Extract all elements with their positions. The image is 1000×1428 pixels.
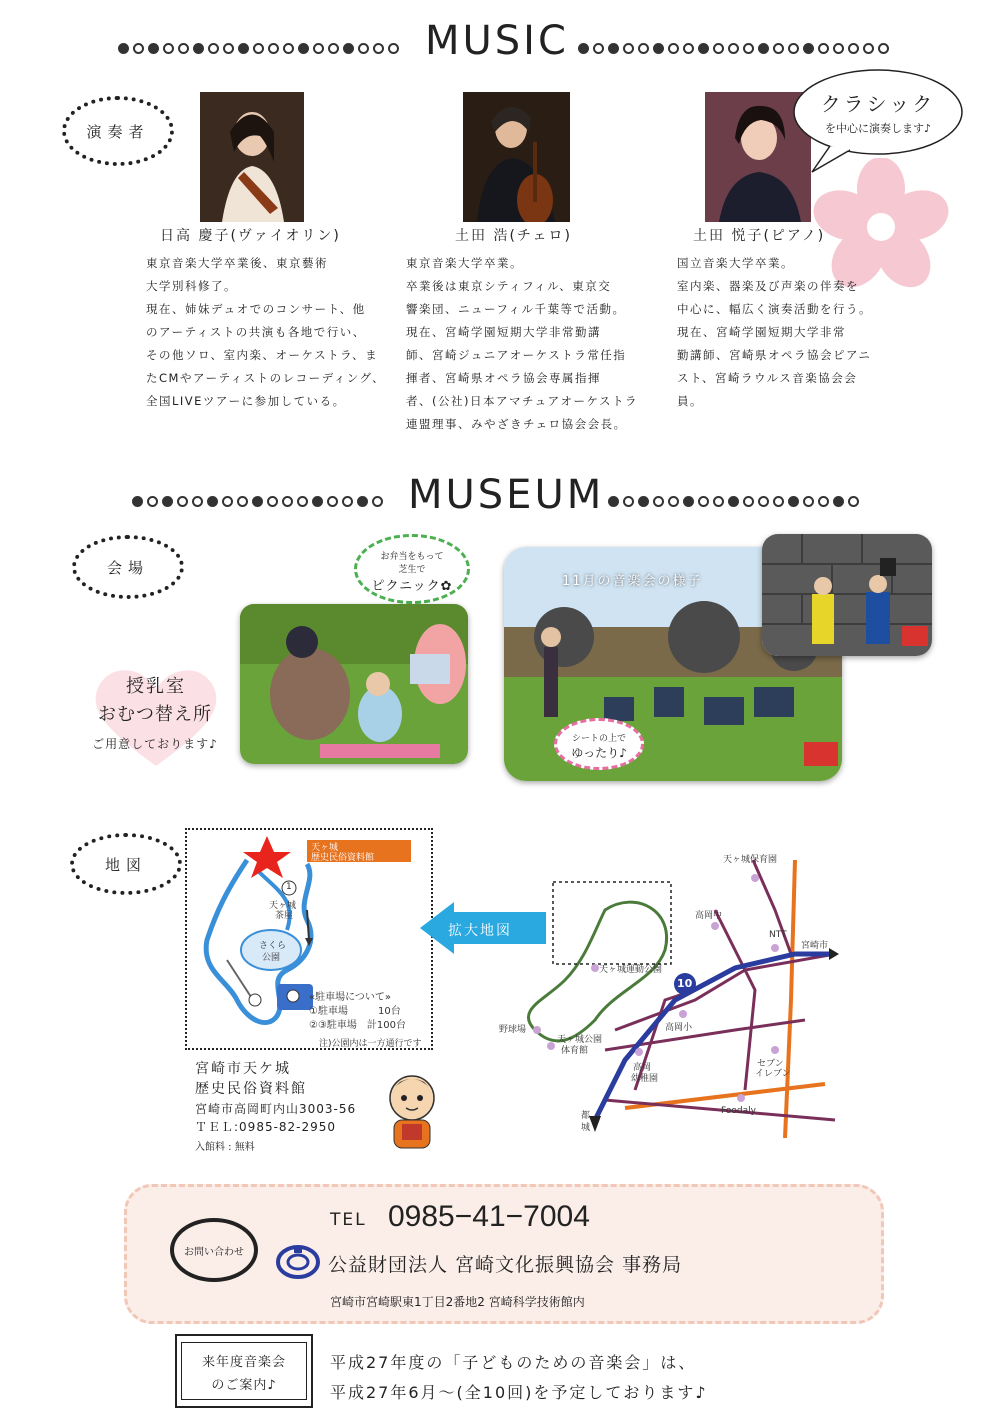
map-label: 地図 bbox=[70, 833, 182, 895]
place-miyakonojo-line-1: 都 bbox=[581, 1111, 591, 1121]
seven-eleven-marker bbox=[771, 1046, 779, 1054]
performer-name-2: 土田 浩(チェロ) bbox=[455, 228, 572, 244]
classic-speech-bubble bbox=[790, 66, 966, 158]
place-ntt: NTT bbox=[769, 930, 787, 940]
parking-info-2: ②③駐車場 計100台 bbox=[309, 1020, 407, 1031]
cellist-photo bbox=[463, 92, 570, 222]
concert-caption: 11月の音楽会の様子 bbox=[562, 574, 703, 589]
museum-tag-line-2: 歴史民俗資料館 bbox=[311, 853, 375, 863]
teahouse-line-1: 天ヶ城 bbox=[269, 901, 297, 911]
parking-1-marker: 1 bbox=[286, 882, 292, 892]
enlarge-map-label[interactable]: 拡大地図 bbox=[448, 923, 512, 939]
tel-label: TEL bbox=[330, 1210, 367, 1230]
org-name: 公益財団法人 宮崎文化振興協会 事務局 bbox=[328, 1254, 683, 1276]
sheet-badge bbox=[554, 718, 644, 770]
sakura-park-line-2: 公園 bbox=[262, 953, 281, 963]
org-address: 宮崎市宮崎駅東1丁目2番地2 宮崎科学技術館内 bbox=[330, 1295, 585, 1309]
decor-dots-right-2 bbox=[608, 493, 859, 509]
ntt-marker bbox=[771, 944, 779, 952]
decor-dots-left bbox=[118, 40, 399, 56]
nursing-line-1: 授乳室 bbox=[126, 676, 186, 697]
area-map bbox=[495, 850, 840, 1138]
performer-bio-1: 東京音楽大学卒業後、東京藝術 大学別科修了。 現在、姉妹デュオでのコンサート、他 のアーティストの共演も各地で行い、 その他ソロ、室内楽、オーケストラ、ま たCMやアーティストのレコーディング、 全国LIVEツアーに参加している。 bbox=[146, 256, 386, 408]
place-takaoka-jh: 高岡中 bbox=[695, 911, 723, 921]
nursing-line-3: ご用意しております♪ bbox=[92, 737, 218, 751]
route-number: 10 bbox=[677, 977, 693, 990]
music-title: MUSIC bbox=[425, 18, 569, 64]
performer-bio-2: 東京音楽大学卒業。 卒業後は東京シティフィル、東京交 響楽団、ニューフィル千葉等で活動。 現在、宮崎学園短期大学非常勤講 師、宮崎ジュニアオーケストラ常任指 揮者、宮崎県オペラ協会専属指揮 者、(公社)日本アマチュアオーケストラ 連盟理事、みやざきチェロ協会会長。 bbox=[406, 256, 639, 431]
gym-marker bbox=[547, 1042, 555, 1050]
performer-name-3: 土田 悦子(ピアノ) bbox=[693, 228, 826, 244]
decor-dots-right bbox=[578, 40, 889, 56]
one-way-note: 注)公園内は一方通行です bbox=[319, 1039, 422, 1049]
place-kindergarten-line-2: 幼稚園 bbox=[631, 1074, 659, 1084]
place-nursery: 天ヶ城保育園 bbox=[723, 855, 778, 865]
takaoka-jh-marker bbox=[711, 922, 719, 930]
picnic-badge bbox=[354, 534, 470, 604]
place-miyakonojo-line-2: 城 bbox=[581, 1123, 591, 1133]
nursery-marker bbox=[751, 874, 759, 882]
museum-name-line-2: 歴史民俗資料館 bbox=[195, 1081, 307, 1097]
teahouse-line-2: 茶屋 bbox=[275, 911, 294, 921]
next-year-box-line-1: 来年度音楽会 bbox=[201, 1355, 286, 1370]
sakura-park-line-1: さくら bbox=[259, 941, 287, 951]
picnic-line-2: 芝生で bbox=[398, 565, 426, 575]
place-seven-line-1: セブン bbox=[757, 1059, 784, 1069]
org-logo-icon bbox=[276, 1245, 320, 1279]
place-gym-line-1: 天ヶ城公園 bbox=[557, 1035, 603, 1045]
place-seven-line-2: イレブン bbox=[755, 1069, 791, 1079]
museum-name-line-1: 宮崎市天ケ城 bbox=[195, 1061, 291, 1077]
enlarged-map bbox=[185, 828, 433, 1050]
museum-tel: ＴＥＬ:0985-82-2950 bbox=[195, 1120, 337, 1134]
picnic-photo bbox=[240, 604, 468, 764]
decor-dots-left-2 bbox=[132, 493, 383, 509]
place-gym-line-2: 体育館 bbox=[561, 1046, 589, 1056]
next-year-box-line-2: のご案内♪ bbox=[211, 1378, 277, 1393]
picnic-line-3: ピクニック✿ bbox=[371, 579, 453, 594]
next-year-text-1: 平成27年度の「子どものための音楽会」は、 bbox=[330, 1353, 697, 1372]
place-sports-park: 天ヶ城運動公園 bbox=[599, 965, 663, 975]
nursing-line-2: おむつ替え所 bbox=[98, 704, 212, 725]
baseball-marker bbox=[533, 1026, 541, 1034]
violinist-photo bbox=[200, 92, 304, 222]
performers-label: 演奏者 bbox=[62, 96, 174, 166]
mascot-character-icon bbox=[380, 1070, 444, 1152]
sheet-line-1: シートの上で bbox=[571, 734, 626, 744]
museum-title: MUSEUM bbox=[408, 472, 605, 518]
foodaly-marker bbox=[737, 1094, 745, 1102]
picnic-line-1: お弁当をもって bbox=[380, 552, 444, 562]
place-foodaly: Foodaly bbox=[721, 1106, 756, 1116]
sheet-line-2: ゆったり♪ bbox=[571, 746, 627, 760]
next-year-text-2: 平成27年6月～(全10回)を予定しております♪ bbox=[330, 1383, 708, 1402]
museum-address: 宮崎市高岡町内山3003-56 bbox=[195, 1102, 357, 1116]
bubble-title: クラシック bbox=[820, 92, 936, 116]
kindergarten-marker bbox=[635, 1048, 643, 1056]
parking-title: «駐車場について» bbox=[309, 992, 392, 1003]
takaoka-es-marker bbox=[679, 1010, 687, 1018]
performer-bio-3: 国立音楽大学卒業。 室内楽、器楽及び声楽の伴奏を 中心に、幅広く演奏活動を行う。 現在、宮崎学園短期大学非常 勤講師、宮崎県オペラ協会ピアニ スト、宮崎ラウルス音楽協会会 員。 bbox=[677, 256, 872, 408]
tel-number[interactable]: 0985−41−7004 bbox=[388, 1200, 590, 1233]
museum-fee: 入館料 : 無料 bbox=[195, 1142, 255, 1153]
performer-name-1: 日高 慶子(ヴァイオリン) bbox=[160, 228, 341, 244]
next-year-box bbox=[175, 1334, 313, 1408]
contact-label: お問い合わせ bbox=[170, 1218, 258, 1282]
place-baseball: 野球場 bbox=[499, 1025, 527, 1035]
museum-tag-line-1: 天ヶ城 bbox=[311, 843, 339, 853]
place-kindergarten-line-1: 高岡 bbox=[633, 1063, 652, 1073]
bubble-subtitle: を中心に演奏します♪ bbox=[824, 122, 932, 135]
place-takaoka-es: 高岡小 bbox=[665, 1023, 693, 1033]
sports-park-marker bbox=[591, 964, 599, 972]
performance-inset-photo bbox=[762, 534, 932, 656]
place-miyazaki-city: 宮崎市 bbox=[801, 941, 829, 951]
parking-info-1: ①駐車場 10台 bbox=[309, 1006, 401, 1017]
venue-label: 会場 bbox=[72, 535, 184, 599]
